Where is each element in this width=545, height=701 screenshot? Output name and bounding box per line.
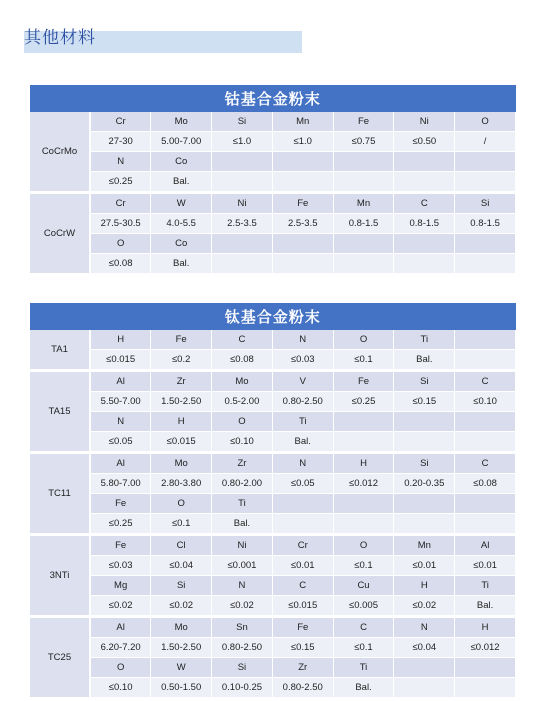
composition-cell: ≤0.04 [394,638,455,658]
element-cell: H [151,412,212,432]
element-cell: H [333,453,394,474]
composition-cell: ≤0.02 [151,596,212,617]
element-cell: Si [212,112,273,132]
composition-cell [394,172,455,193]
element-cell: Co [151,152,212,172]
table-row [30,678,516,699]
composition-cell [455,514,516,535]
composition-cell: ≤0.1 [151,514,212,535]
composition-cell: 5.00-7.00 [151,132,212,152]
element-cell: O [333,535,394,556]
composition-cell [394,678,455,699]
table-row [30,392,516,412]
element-cell: Fe [272,193,333,214]
composition-cell: 0.80-2.50 [212,638,273,658]
composition-cell: 1.50-2.50 [151,392,212,412]
composition-cell [333,254,394,275]
element-cell: H [455,617,516,638]
element-cell: Ni [212,535,273,556]
element-cell: Ti [394,330,455,350]
element-cell: Zr [212,453,273,474]
composition-cell: ≤0.1 [333,350,394,371]
table-row [30,432,516,453]
element-cell: C [272,576,333,596]
composition-cell: ≤0.04 [151,556,212,576]
element-cell: Ti [272,412,333,432]
table-row [30,556,516,576]
element-cell [455,494,516,514]
cobalt-table-title: 钴基合金粉末 [30,85,516,112]
element-cell: Fe [333,112,394,132]
element-cell: Si [394,453,455,474]
table-row [30,234,516,254]
page-title-area [24,23,302,53]
element-cell [333,234,394,254]
composition-cell: Bal. [455,596,516,617]
composition-cell: ≤0.001 [212,556,273,576]
composition-cell: Bal. [151,172,212,193]
composition-cell: ≤0.01 [394,556,455,576]
element-cell: W [151,658,212,678]
alloy-name: TA1 [30,330,90,371]
composition-cell: 0.80-2.50 [272,392,333,412]
table-row [30,596,516,617]
table-row [30,494,516,514]
composition-cell: 2.5-3.5 [272,214,333,234]
element-cell: H [394,576,455,596]
element-cell: Mo [151,112,212,132]
composition-cell: ≤0.01 [455,556,516,576]
table-row [30,330,516,350]
element-cell: Ti [212,494,273,514]
table-row [30,514,516,535]
composition-cell: ≤0.15 [272,638,333,658]
composition-cell: ≤0.10 [455,392,516,412]
table-row [30,214,516,234]
cobalt-alloy-table [30,85,516,276]
composition-cell [212,172,273,193]
element-cell: Zr [151,371,212,392]
table-row [30,193,516,214]
composition-cell: ≤0.012 [455,638,516,658]
element-cell: O [90,658,151,678]
composition-cell: ≤0.15 [394,392,455,412]
element-cell: Fe [333,371,394,392]
alloy-name: TC25 [30,617,90,699]
element-cell: O [151,494,212,514]
composition-cell: 0.8-1.5 [455,214,516,234]
composition-cell [455,254,516,275]
element-cell [394,152,455,172]
composition-cell [394,254,455,275]
element-cell [333,412,394,432]
composition-cell: 0.50-1.50 [151,678,212,699]
element-cell: Mo [151,617,212,638]
element-cell: C [333,617,394,638]
table-row [30,112,516,132]
element-cell: N [272,453,333,474]
composition-cell: Bal. [212,514,273,535]
composition-cell [272,172,333,193]
table-row [30,453,516,474]
element-cell [333,152,394,172]
element-cell: Al [90,371,151,392]
element-cell: O [455,112,516,132]
element-cell: Fe [90,535,151,556]
composition-cell: ≤0.25 [90,514,151,535]
element-cell [212,152,273,172]
element-cell: W [151,193,212,214]
composition-cell [272,254,333,275]
composition-cell: ≤0.10 [212,432,273,453]
composition-cell: ≤0.005 [333,596,394,617]
table-row [30,617,516,638]
element-cell [394,412,455,432]
composition-cell [455,172,516,193]
composition-cell: 1.50-2.50 [151,638,212,658]
composition-cell: Bal. [151,254,212,275]
composition-cell [394,432,455,453]
element-cell: Si [212,658,273,678]
composition-cell: ≤0.015 [151,432,212,453]
element-cell: Si [394,371,455,392]
composition-cell [272,514,333,535]
composition-cell: ≤0.1 [333,638,394,658]
table-row [30,350,516,371]
composition-cell: 5.80-7.00 [90,474,151,494]
titanium-alloy-table [30,303,516,700]
element-cell: Fe [151,330,212,350]
composition-cell: 2.5-3.5 [212,214,273,234]
composition-cell: ≤0.05 [272,474,333,494]
element-cell [394,234,455,254]
element-cell: Fe [90,494,151,514]
composition-cell: 0.10-0.25 [212,678,273,699]
element-cell: C [212,330,273,350]
table-row [30,371,516,392]
table-row [30,658,516,678]
composition-cell: 0.20-0.35 [394,474,455,494]
element-cell: C [455,453,516,474]
element-cell: Co [151,234,212,254]
table-row [30,474,516,494]
element-cell: Cr [90,112,151,132]
element-cell: Al [455,535,516,556]
element-cell: Al [90,453,151,474]
composition-cell: Bal. [394,350,455,371]
element-cell [272,152,333,172]
composition-cell: ≤0.01 [272,556,333,576]
alloy-name: 3NTi [30,535,90,617]
element-cell: Sn [212,617,273,638]
composition-cell: ≤0.015 [90,350,151,371]
composition-cell [394,514,455,535]
element-cell: Fe [272,617,333,638]
element-cell: N [272,330,333,350]
composition-cell: ≤0.02 [394,596,455,617]
composition-cell: ≤0.10 [90,678,151,699]
composition-cell: 0.5-2.00 [212,392,273,412]
element-cell: O [333,330,394,350]
composition-cell: 0.8-1.5 [394,214,455,234]
composition-cell: ≤0.03 [272,350,333,371]
alloy-name: CoCrW [30,193,90,275]
element-cell [212,234,273,254]
element-cell [333,494,394,514]
element-cell: Ni [394,112,455,132]
table-row [30,132,516,152]
composition-cell [212,254,273,275]
composition-cell: 5.50-7.00 [90,392,151,412]
element-cell [455,234,516,254]
page-title: 其他材料 [24,28,96,47]
composition-cell: / [455,132,516,152]
element-cell: N [90,152,151,172]
table-row [30,172,516,193]
element-cell [272,234,333,254]
composition-cell: 0.8-1.5 [333,214,394,234]
composition-cell: 2.80-3.80 [151,474,212,494]
element-cell: O [212,412,273,432]
composition-cell: 0.80-2.00 [212,474,273,494]
alloy-name: CoCrMo [30,112,90,193]
element-cell: Ni [212,193,273,214]
element-cell: Ti [455,576,516,596]
composition-cell: ≤0.02 [212,596,273,617]
element-cell [455,412,516,432]
element-cell [394,494,455,514]
element-cell: C [455,371,516,392]
element-cell: Mn [333,193,394,214]
element-cell [455,152,516,172]
composition-cell: ≤0.50 [394,132,455,152]
composition-cell [455,432,516,453]
element-cell: Si [151,576,212,596]
element-cell [455,658,516,678]
element-cell: Ti [333,658,394,678]
composition-cell: ≤0.25 [333,392,394,412]
table-row [30,254,516,275]
composition-cell: ≤0.015 [272,596,333,617]
composition-cell: ≤1.0 [212,132,273,152]
table-row [30,412,516,432]
element-cell: Si [455,193,516,214]
element-cell [455,330,516,350]
composition-cell: 4.0-5.5 [151,214,212,234]
table-row [30,152,516,172]
element-cell: C [394,193,455,214]
alloy-name: TC11 [30,453,90,535]
table-row [30,535,516,556]
element-cell: Mg [90,576,151,596]
composition-cell: ≤0.2 [151,350,212,371]
composition-cell: ≤0.75 [333,132,394,152]
element-cell: Cu [333,576,394,596]
element-cell: N [212,576,273,596]
composition-cell: Bal. [272,432,333,453]
composition-cell: ≤0.1 [333,556,394,576]
element-cell: Mo [151,453,212,474]
composition-cell: 27-30 [90,132,151,152]
table-row [30,638,516,658]
element-cell: Cr [90,193,151,214]
composition-cell [333,172,394,193]
composition-cell: Bal. [333,678,394,699]
composition-cell: 0.80-2.50 [272,678,333,699]
composition-cell: ≤0.25 [90,172,151,193]
element-cell: N [394,617,455,638]
composition-cell: ≤0.08 [212,350,273,371]
composition-cell: ≤0.02 [90,596,151,617]
element-cell: Mn [272,112,333,132]
element-cell: O [90,234,151,254]
element-cell: V [272,371,333,392]
composition-cell: ≤0.012 [333,474,394,494]
composition-cell: ≤0.03 [90,556,151,576]
titanium-table-title: 钛基合金粉末 [30,303,516,330]
element-cell [394,658,455,678]
composition-cell [333,432,394,453]
element-cell: H [90,330,151,350]
element-cell: Zr [272,658,333,678]
composition-cell [333,514,394,535]
composition-cell: ≤1.0 [272,132,333,152]
table-row [30,576,516,596]
element-cell: Mn [394,535,455,556]
composition-cell: ≤0.08 [455,474,516,494]
alloy-name: TA15 [30,371,90,453]
element-cell: Al [90,617,151,638]
composition-cell [455,678,516,699]
element-cell: Cl [151,535,212,556]
composition-cell: 27.5-30.5 [90,214,151,234]
composition-cell: ≤0.05 [90,432,151,453]
composition-cell [455,350,516,371]
composition-cell: ≤0.08 [90,254,151,275]
element-cell: Cr [272,535,333,556]
element-cell: Mo [212,371,273,392]
element-cell [272,494,333,514]
element-cell: N [90,412,151,432]
composition-cell: 6.20-7.20 [90,638,151,658]
